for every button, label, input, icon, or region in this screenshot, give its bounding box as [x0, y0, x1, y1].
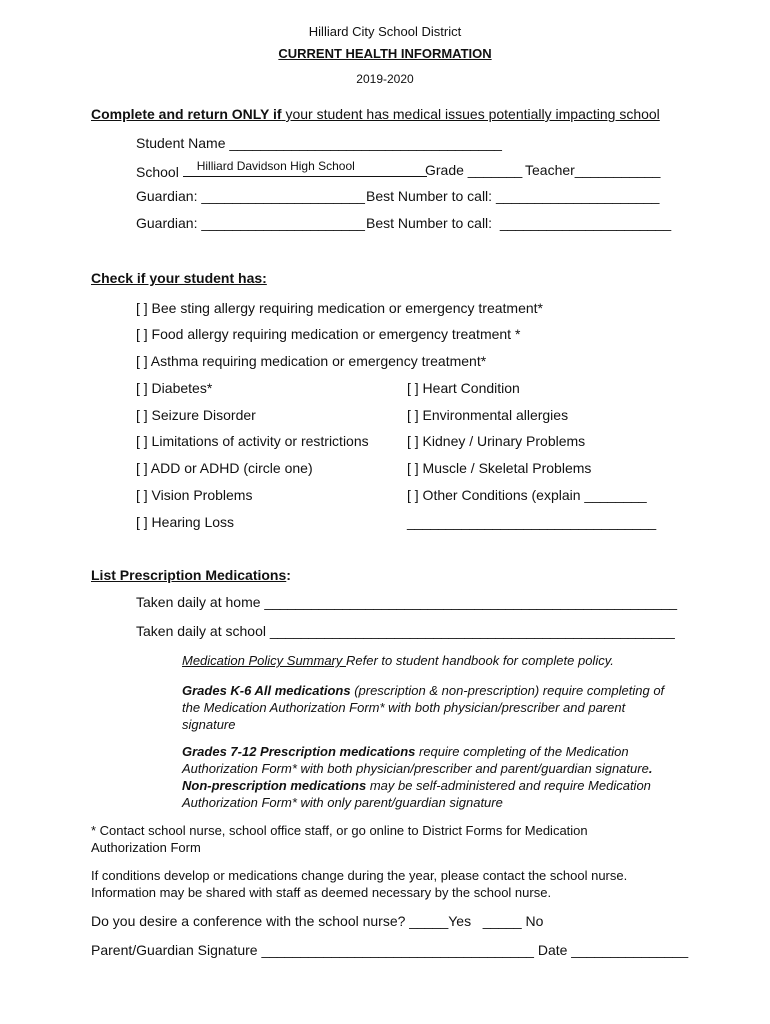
condition-hearing[interactable]: [ ] Hearing Loss	[136, 514, 235, 530]
intro-rest: your student has medical issues potentially impacting school	[281, 106, 660, 122]
policy-712-bold: Grades 7-12 Prescription medications	[182, 744, 416, 759]
condition-kidney[interactable]: [ ] Kidney / Urinary Problems	[407, 433, 586, 449]
grade-field[interactable]: Grade _______	[425, 162, 523, 178]
condition-other-explain-line[interactable]: ________________________________	[407, 514, 657, 530]
school-year: 2019-2020	[356, 72, 414, 86]
intro-bold: Complete and return ONLY if	[91, 106, 282, 122]
medications-heading	[91, 567, 291, 583]
intro-instruction	[91, 106, 660, 122]
best-number-2-field[interactable]: Best Number to call: ______________________	[366, 215, 672, 231]
condition-asthma[interactable]: [ ] Asthma requiring medication or emergency treatment*	[136, 353, 487, 369]
best-number-1-field[interactable]: Best Number to call: _____________________	[366, 188, 660, 204]
guardian-2-field[interactable]: Guardian: _____________________	[136, 215, 365, 231]
form-title: CURRENT HEALTH INFORMATION	[278, 46, 492, 61]
policy-k6-text: (prescription & non-prescription) require completing of the Medication Authorization Form* with both physician/prescriber and parent signature	[182, 683, 665, 732]
condition-limitations[interactable]: [ ] Limitations of activity or restrictions	[136, 433, 369, 449]
policy-k6-bold: Grades K-6 All medications	[182, 683, 351, 698]
condition-diabetes[interactable]: [ ] Diabetes*	[136, 380, 213, 396]
condition-add-adhd[interactable]: [ ] ADD or ADHD (circle one)	[136, 460, 313, 476]
guardian-1-field[interactable]: Guardian: _____________________	[136, 188, 365, 204]
condition-environmental[interactable]: [ ] Environmental allergies	[407, 407, 569, 423]
taken-at-home-field[interactable]: Taken daily at home _____________________________________________________	[136, 594, 678, 610]
policy-summary-label: Medication Policy Summary	[182, 653, 346, 668]
policy-k6	[182, 682, 682, 733]
school-value: Hilliard Davidson High School	[196, 159, 355, 173]
conditions-change-note: If conditions develop or medications change during the year, please contact the school nurse. Information may be shared with staff as deemed necessary by the school nurse.	[91, 868, 628, 900]
policy-7-12	[182, 743, 672, 811]
conference-question[interactable]: Do you desire a conference with the school nurse? _____Yes _____ No	[91, 913, 544, 929]
policy-summary-text: Refer to student handbook for complete policy.	[346, 653, 614, 668]
condition-seizure[interactable]: [ ] Seizure Disorder	[136, 407, 256, 423]
taken-at-school-field[interactable]: Taken daily at school ____________________________________________________	[136, 623, 675, 639]
medications-heading-text: List Prescription Medications	[91, 567, 287, 583]
condition-muscle[interactable]: [ ] Muscle / Skeletal Problems	[407, 460, 592, 476]
policy-712-text: require completing of the Medication Authorization Form* with both physician/prescriber and parent/guardian signature	[182, 744, 649, 776]
contact-note: * Contact school nurse, school office staff, or go online to District Forms for Medication Authorization Form	[91, 823, 588, 855]
conditions-heading: Check if your student has:	[91, 270, 267, 286]
condition-other[interactable]: [ ] Other Conditions (explain ________	[407, 487, 647, 503]
condition-bee-sting[interactable]: [ ] Bee sting allergy requiring medication or emergency treatment*	[136, 300, 543, 316]
policy-summary	[182, 653, 614, 668]
student-name-field[interactable]: Student Name ___________________________________	[136, 135, 502, 151]
school-field[interactable]	[136, 159, 427, 180]
condition-vision[interactable]: [ ] Vision Problems	[136, 487, 253, 503]
condition-heart[interactable]: [ ] Heart Condition	[407, 380, 520, 396]
policy-712-text2: may be self-administered and require Medication Authorization Form* with only parent/guardian signature	[182, 778, 651, 810]
medications-heading-colon: :	[286, 567, 291, 583]
condition-food-allergy[interactable]: [ ] Food allergy requiring medication or emergency treatment *	[136, 326, 521, 342]
school-label: School	[136, 164, 183, 180]
district-name: Hilliard City School District	[308, 24, 462, 39]
signature-line[interactable]: Parent/Guardian Signature ___________________________________ Date _______________	[91, 942, 689, 958]
policy-712-bold2: . Non-prescription medications	[182, 761, 653, 793]
teacher-field[interactable]: Teacher___________	[525, 162, 661, 178]
